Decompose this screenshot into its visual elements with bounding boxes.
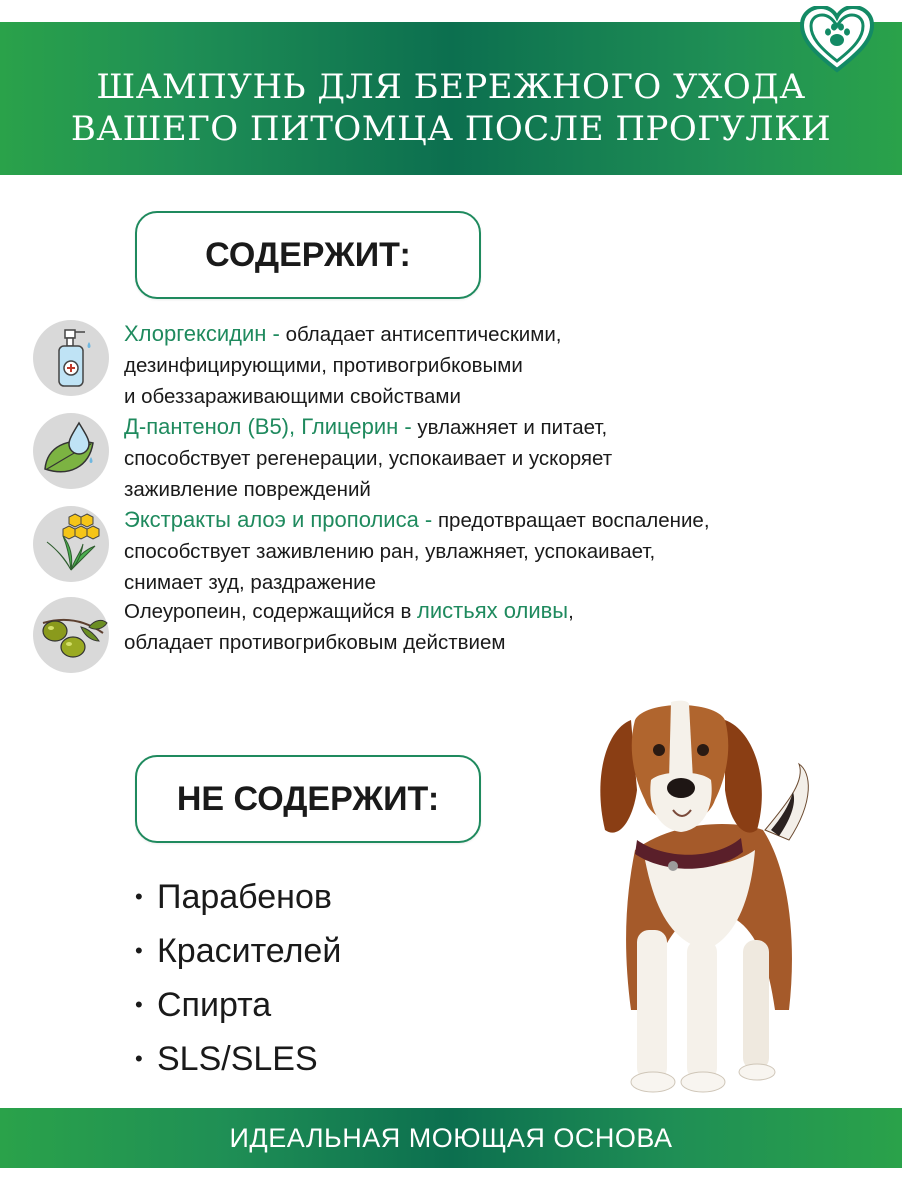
not-contains-list xyxy=(135,870,465,1086)
contains-heading-box xyxy=(135,211,481,299)
ingredient-desc: обладает антисептическими, xyxy=(279,323,562,346)
not-contains-heading-box xyxy=(135,755,481,843)
ingredient-desc: предотвращает воспаление, xyxy=(432,509,710,532)
list-item-label: Красителей xyxy=(157,931,342,970)
header-banner xyxy=(0,22,902,175)
ingredient-desc: способствует регенерации, успокаивает и ускоряет xyxy=(124,447,613,470)
bullet-icon: • xyxy=(135,884,143,909)
bullet-icon: • xyxy=(135,992,143,1017)
ingredient-desc: Олеуропеин, содержащийся в xyxy=(124,600,418,623)
footer-banner xyxy=(0,1108,902,1168)
title-line-2: ВАШЕГО ПИТОМЦА ПОСЛЕ ПРОГУЛКИ xyxy=(70,109,832,149)
list-item-label: Парабенов xyxy=(157,877,332,916)
contains-heading: СОДЕРЖИТ: xyxy=(205,235,411,274)
not-contains-heading: НЕ СОДЕРЖИТ: xyxy=(176,779,440,818)
ingredient-name: Хлоргексидин - xyxy=(124,321,280,346)
list-item xyxy=(135,870,465,924)
ingredient-desc: способствует заживлению ран, увлажняет, успокаивает, xyxy=(124,540,656,563)
list-item xyxy=(135,924,465,978)
ingredient-desc: заживление повреждений xyxy=(124,478,371,501)
list-item-label: SLS/SLES xyxy=(157,1039,318,1078)
list-item-label: Спирта xyxy=(157,985,272,1024)
beagle-dog-image xyxy=(575,680,825,1100)
aloe-honeycomb-icon xyxy=(33,506,109,582)
footer-slogan: ИДЕАЛЬНАЯ МОЮЩАЯ ОСНОВА xyxy=(229,1122,673,1153)
ingredient-name: Экстракты алоэ и прополиса - xyxy=(124,507,433,532)
ingredient-desc: , xyxy=(568,600,574,623)
heart-paw-icon xyxy=(800,6,874,74)
spray-bottle-icon xyxy=(33,320,109,396)
list-item xyxy=(135,978,465,1032)
list-item xyxy=(135,1032,465,1086)
ingredient-desc: и обеззараживающими свойствами xyxy=(124,385,461,408)
bullet-icon: • xyxy=(135,1046,143,1071)
ingredient-name: Д-пантенол (В5), Глицерин - xyxy=(124,414,412,439)
olive-icon xyxy=(33,597,109,673)
ingredient-desc: обладает противогрибковым действием xyxy=(124,631,506,654)
ingredient-desc: снимает зуд, раздражение xyxy=(124,571,376,594)
bullet-icon: • xyxy=(135,938,143,963)
ingredient-desc: дезинфицирующими, противогрибковыми xyxy=(124,354,523,377)
title-line-1: ШАМПУНЬ ДЛЯ БЕРЕЖНОГО УХОДА xyxy=(96,67,806,107)
ingredient-name: листьях оливы xyxy=(417,598,569,623)
page-title xyxy=(0,66,902,150)
leaf-drop-icon xyxy=(33,413,109,489)
ingredient-desc: увлажняет и питает, xyxy=(411,416,608,439)
